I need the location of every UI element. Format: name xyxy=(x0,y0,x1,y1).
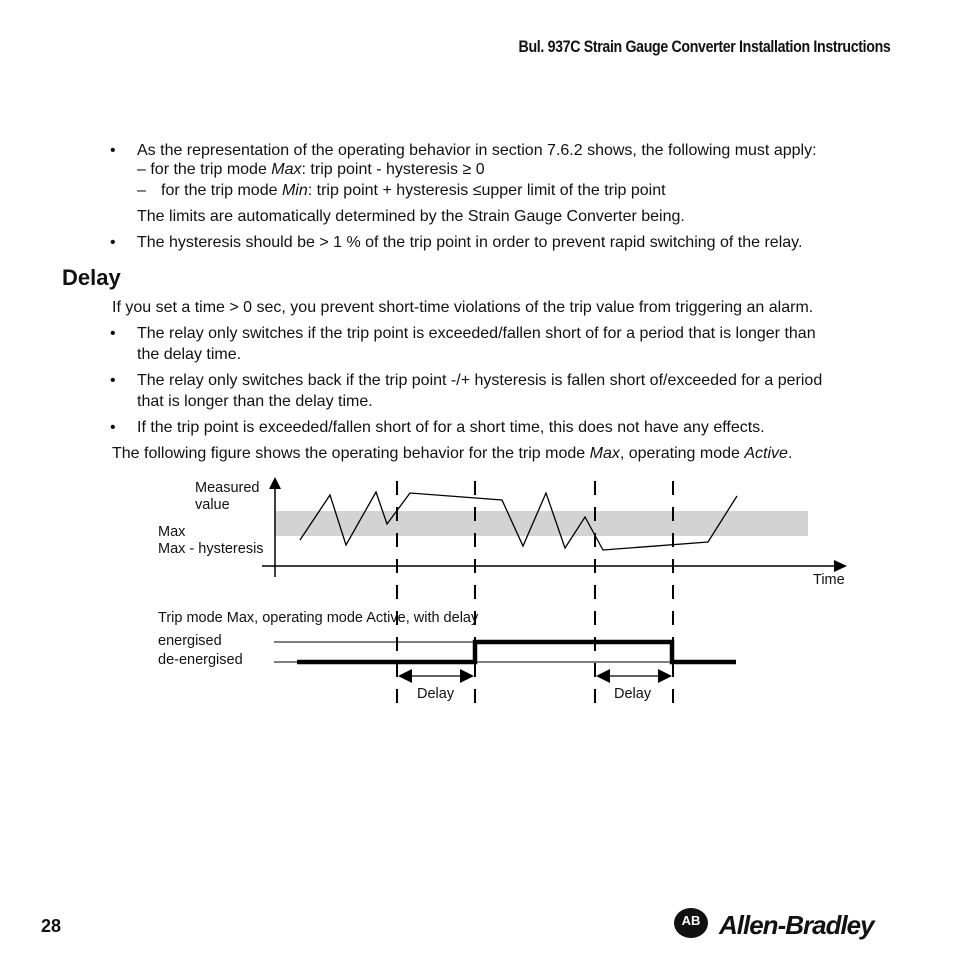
y-axis-arrowhead xyxy=(269,477,281,489)
hysteresis-band xyxy=(275,511,808,536)
bullet-1-sub-2-dash: – xyxy=(137,182,146,199)
delay-arrow-1 xyxy=(398,669,474,683)
section-title-delay: Delay xyxy=(62,265,121,290)
bullet-1-note: The limits are automatically determined by the Strain Gauge Converter being. xyxy=(137,208,685,225)
bullet-4-line-2: that is longer than the delay time. xyxy=(137,393,373,410)
bullet-marker: • xyxy=(110,372,116,389)
y-axis-label-line-1: Measured xyxy=(195,480,260,496)
bullet-1-sub-1: – for the trip mode Max: trip point - hysteresis ≥ 0 xyxy=(137,161,485,178)
bullet-1-text: As the representation of the operating behavior in section 7.6.2 shows, the following must apply: xyxy=(137,142,817,159)
bullet-marker: • xyxy=(110,325,116,342)
delay-label-2: Delay xyxy=(614,686,652,702)
bullet-3-line-2: the delay time. xyxy=(137,346,242,363)
bullet-marker: • xyxy=(110,419,116,436)
relay-state-signal xyxy=(297,642,736,662)
page-number: 28 xyxy=(41,916,62,936)
bullet-1-sub-2: for the trip mode Min: trip point + hysteresis ≤upper limit of the trip point xyxy=(161,182,666,199)
allen-bradley-logo xyxy=(674,908,874,944)
x-axis-arrowhead xyxy=(834,560,847,572)
bullet-5-text: If the trip point is exceeded/fallen short of for a short time, this does not have any effects. xyxy=(137,419,765,436)
max-hysteresis-label: Max - hysteresis xyxy=(158,541,264,557)
bullet-marker: • xyxy=(110,234,116,251)
y-axis-label-line-2: value xyxy=(195,497,230,513)
bullet-2-text: The hysteresis should be > 1 % of the trip point in order to prevent rapid switching of the relay. xyxy=(137,234,803,251)
delay-arrow-2 xyxy=(596,669,672,683)
delay-label-1: Delay xyxy=(417,686,455,702)
figure-intro: The following figure shows the operating behavior for the trip mode Max, operating mode Active. xyxy=(112,445,793,462)
energised-label: energised xyxy=(158,633,222,649)
delay-intro: If you set a time > 0 sec, you prevent short-time violations of the trip value from triggering an alarm. xyxy=(112,299,814,316)
deenergised-label: de-energised xyxy=(158,652,243,668)
bullet-3-line-1: The relay only switches if the trip point is exceeded/fallen short of for a period that is longer than xyxy=(137,325,816,342)
relay-caption: Trip mode Max, operating mode Active, with delay xyxy=(158,610,479,626)
max-label: Max xyxy=(158,524,186,540)
x-axis-label: Time xyxy=(813,572,845,588)
ab-badge-icon: AB xyxy=(674,908,708,938)
logo-wordmark: Allen-Bradley xyxy=(719,910,874,940)
document-header-title: Bul. 937C Strain Gauge Converter Installation Instructions xyxy=(518,38,890,56)
bullet-marker: • xyxy=(110,142,116,159)
bullet-4-line-1: The relay only switches back if the trip point -/+ hysteresis is fallen short of/exceeded for a period xyxy=(137,372,823,389)
